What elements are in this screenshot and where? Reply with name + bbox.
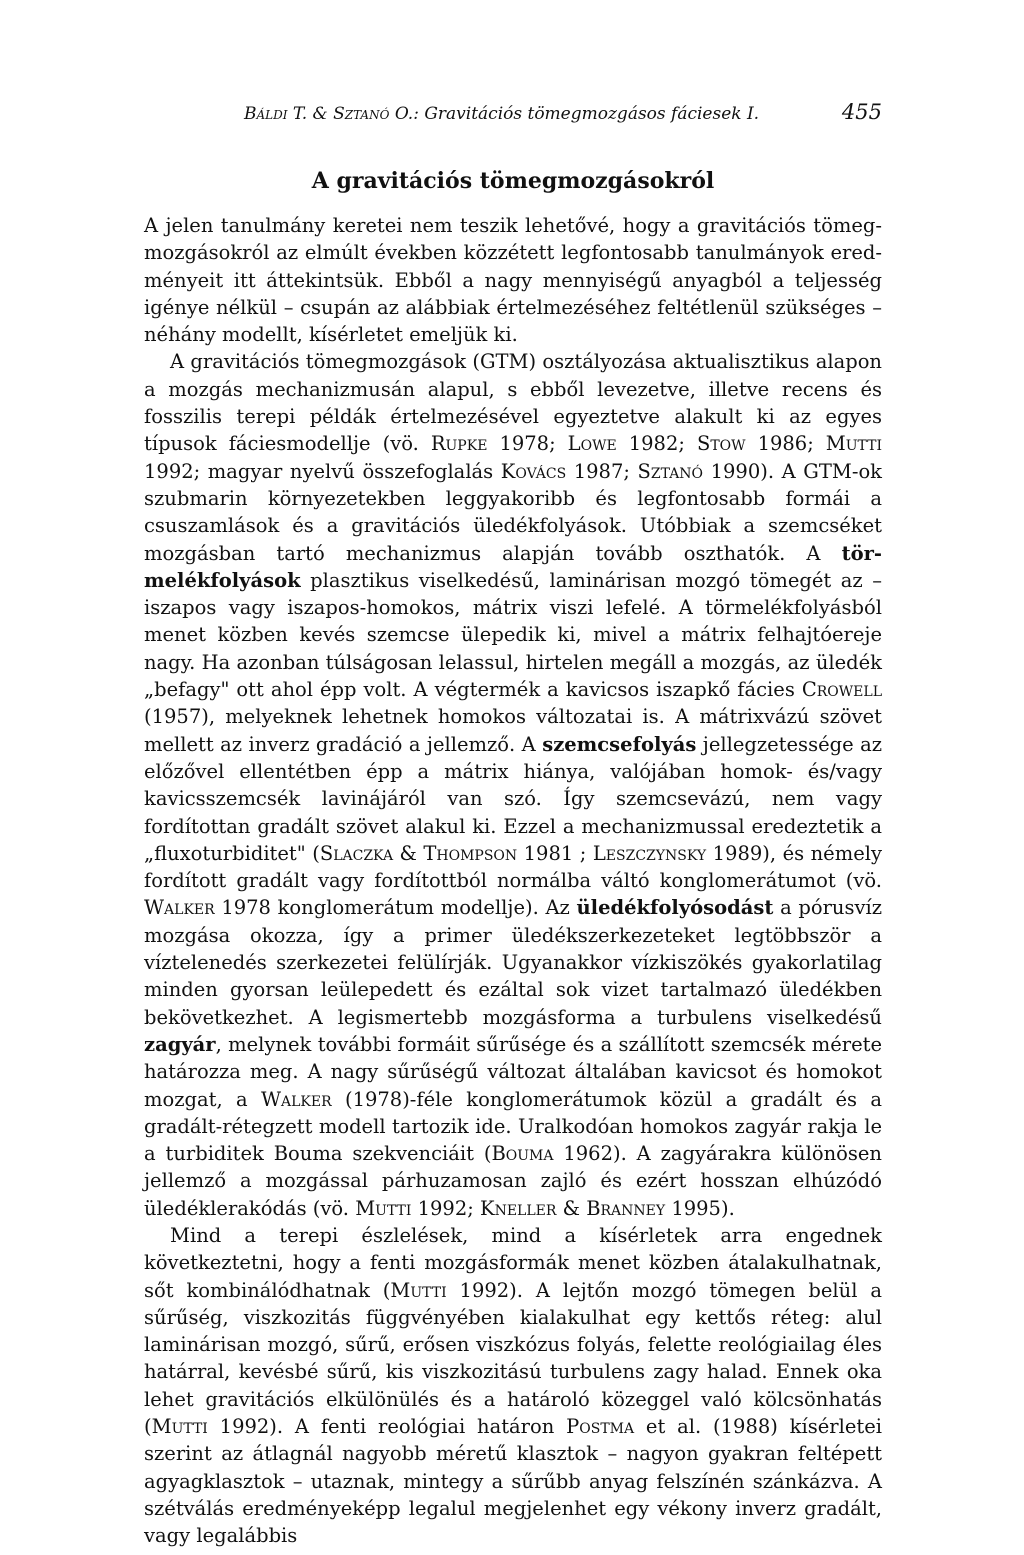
text-run: A gravitációs tömegmozgások (GTM) osztályozása aktualisztikus alapon a mozgás mechanizmusán alapul, s ebből levezetve, illetve recens és fosszilis terepi példák értelmezésével egyeztetve alakult ki az egyes típusok fáciesmodellje (vö. <box>144 350 882 456</box>
citation-author: Stow <box>696 432 746 456</box>
text-run: 1992). A fenti reológiai határon <box>207 1415 567 1439</box>
citation-author: Rupke <box>430 432 488 456</box>
citation-author: Thompson <box>423 841 518 865</box>
citation-author: Mutti <box>355 1196 412 1220</box>
citation-author: Walker <box>144 896 215 920</box>
citation-author: Slaczka <box>319 841 394 865</box>
text-run: 1987; <box>566 459 638 483</box>
text-run: 1992; magyar nyelvű összefoglalás <box>144 459 501 483</box>
text-run: & <box>393 841 424 865</box>
term-bold: üledékfolyósodást <box>576 896 774 920</box>
paragraph-2 <box>144 348 882 1222</box>
text-run: 1992). A lejtőn mozgó tömegen belül a sűrűség, viszkozitás függvényében kialakulhat egy kettős réteg: alul laminárisan mozgó, sűrű, erősen viszkózus folyás, felette reológiailag éles határral, kevésbé sűrű, kis viszkozitású turbulens zagy halad. Ennek oka lehet gravitációs elkülönülés és a határoló közeggel való kölcsönhatás ( <box>144 1278 882 1439</box>
citation-author: Walker <box>260 1087 332 1111</box>
term-bold: szemcsefolyás <box>542 732 697 756</box>
citation-author: Leszczynsky <box>592 841 707 865</box>
paragraph-1: A jelen tanulmány keretei nem teszik lehetővé, hogy a gravitációs tömegmozgásokról az elmúlt években közzétett legfontosabb tanulmányok eredményeit itt áttekintsük. Ebből a nagy mennyiségű anyagból a teljesség igénye nélkül – csupán az alábbiak értelmezéséhez feltétlenül szükséges – néhány modellt, kísérletet emeljük ki. <box>144 214 882 347</box>
section-title: A gravitációs tömegmozgásokról <box>311 168 715 194</box>
citation-author: Lowe <box>567 432 617 456</box>
citation-author: Mutti <box>151 1415 208 1439</box>
text-run: 1995). <box>665 1196 735 1220</box>
text-run: et al. (1988) kísérletei szerint az átlagnál nagyobb méretű klasztok – nagyon gyakran feltépett agyagklasztok – utaznak, mintegy a sűrűbb anyag felszínén szánkázva. A szétválás eredményeképp legalul megjelenhet egy vékony inverz gradált, vagy legalábbis <box>144 1415 882 1548</box>
text-run: plasztikus viselkedésű, laminárisan mozgó tömegét az – iszapos vagy iszapos-homokos, mátrix viszi lefelé. A törmelékfolyásból menet közben kevés szemcse ülepedik ki, mivel a mátrix felhajtóereje nagy. Ha azonban túlságosan lelassul, hirtelen megáll a mozgás, az üledék „befagy" ott ahol épp volt. A végtermék a kavicsos iszapkő fácies <box>144 568 882 702</box>
text-run: 1992; <box>411 1196 481 1220</box>
author-ampersand: & <box>312 104 328 124</box>
text-run: (1957), melyeknek lehetnek homokos változatai is. A mátrixvázú szövet mellett az inverz gradáció a jellemző. A <box>144 705 882 756</box>
text-run: jellegzetessége az előzővel ellentétben épp a mátrix hiánya, valójában homok- és/vagy kavicsszemcsék lavinájáról van szó. Így szemcsevázú, nem vagy fordítottan gradált szövet alakul ki. Ezzel a mechanizmussal eredeztetik a „fluxoturbiditet" ( <box>144 732 882 865</box>
page <box>144 100 882 1550</box>
citation-author: Bouma <box>491 1142 554 1166</box>
text-run: a pórusvíz mozgása okozza, így a primer üledékszerkezeteket legtöbbször a víztelenedés szerkezetei felülírják. Ugyanakkor vízkiszökés gyakorlatilag minden gyorsan leülepedett és ezáltal sok vizet tartalmazó üledékben bekövetkezhet. A legismertebb mozgásforma a turbulens viselkedésű <box>144 896 882 1029</box>
article-title: : Gravitációs tömegmozgásos fáciesek I. <box>413 104 760 124</box>
running-head <box>144 100 882 136</box>
text-run: 1989), és némely fordított gradált vagy fordítottból normálba váltó konglomerátumot (vö. <box>144 841 882 893</box>
citation-author: Sztanó <box>637 459 704 483</box>
text-run: , melynek további formáit sűrűsége és a szállított szemcsék mérete határozza meg. A nagy sűrűségű változat általában kavicsot és homokot mozgat, a <box>144 1032 882 1111</box>
text-run: 1986; <box>745 432 826 456</box>
text-run: 1978; <box>487 432 568 456</box>
term-bold: zagyár <box>144 1032 216 1056</box>
body-text <box>144 212 882 1550</box>
running-title <box>144 104 759 124</box>
text-run: Mind a terepi észlelések, mind a kísérletek arra engednek következtetni, hogy a fenti mozgásformák menet közben átalakulhatnak, sőt kombinálódhatnak ( <box>144 1223 882 1302</box>
text-run: 1982; <box>616 432 697 456</box>
citation-author: Kovács <box>500 459 567 483</box>
citation-author: Mutti <box>390 1278 447 1302</box>
citation-author: Postma <box>566 1415 635 1439</box>
term-bold: törmelékfolyások <box>144 541 882 592</box>
page-number: 455 <box>841 100 882 124</box>
citation-author: Crowell <box>801 678 882 702</box>
text-run: 1978 konglomerátum modellje). Az <box>214 896 577 920</box>
citation-author: Kneller <box>480 1196 557 1220</box>
citation-author: Mutti <box>825 432 883 456</box>
text-run: 1962). A zagyárakra különösen jellemző a mozgással párhuzamosan zajló és ezért hosszan elhúzódó üledéklerakódás (vö. <box>144 1142 882 1220</box>
text-run: 1990). A GTM-ok szubmarin környezetekben leggyakoribb és legfontosabb formái a csuszamlások és a gravitációs üledékfolyások. Utóbbiak a szemcséket mozgásban tartó mechanizmus alapján tovább oszthatók. A <box>144 459 882 565</box>
paragraph-3 <box>144 1222 882 1550</box>
author-2: Sztanó O. <box>333 104 414 124</box>
text-run: (1978)-féle konglomerátumok közül a gradált és a gradált-rétegzett modell tartozik ide. Uralkodóan homokos zagyár rakja le a turbiditek Bouma szekvenciáit ( <box>144 1087 882 1166</box>
text-run: & <box>556 1196 587 1220</box>
text-run: 1981 ; <box>517 841 593 865</box>
citation-author: Branney <box>586 1196 666 1220</box>
author-1: Báldi T. <box>244 104 308 124</box>
